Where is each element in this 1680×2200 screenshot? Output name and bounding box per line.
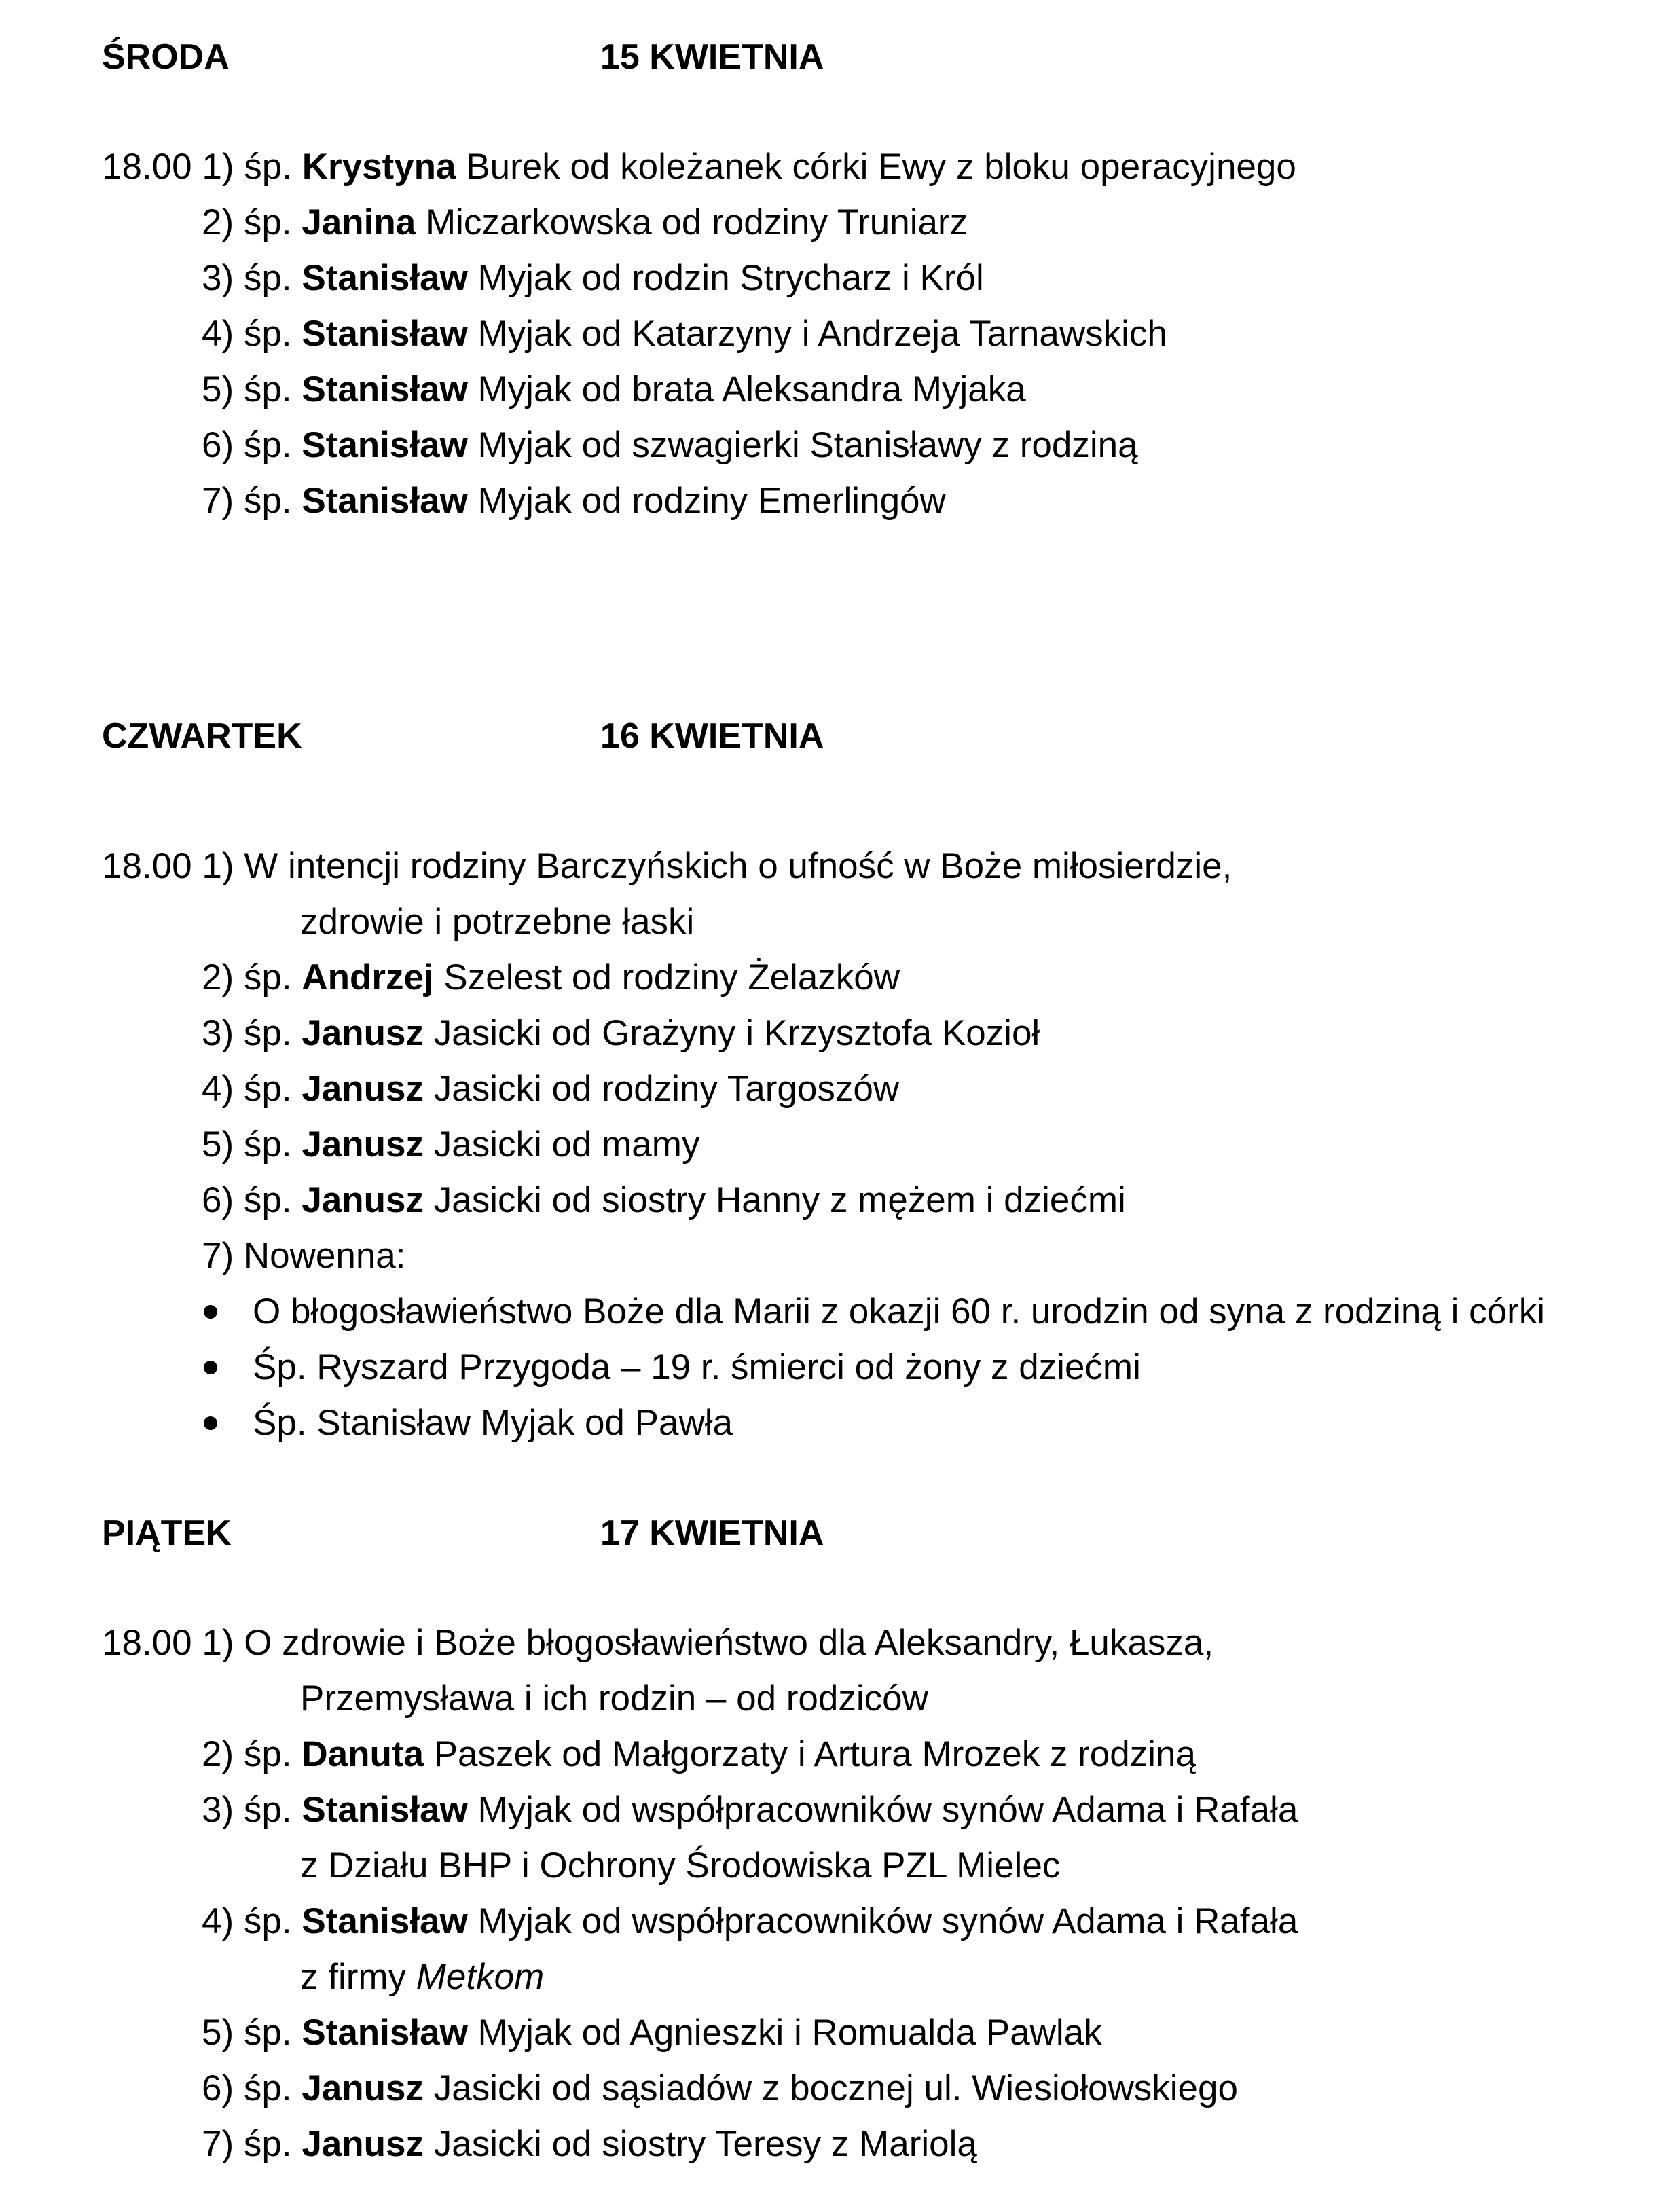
entry-number: 4) <box>202 1069 234 1109</box>
entry-text: Jasicki od siostry Hanny z mężem i dziećmi <box>433 1180 1126 1220</box>
entry-prefix: śp. <box>243 314 292 354</box>
entry-text: Myjak od Katarzyny i Andrzeja Tarnawskich <box>477 314 1167 354</box>
mass-entry <box>102 845 1232 888</box>
day-name: PIĄTEK <box>102 1514 232 1553</box>
entry-name: Krystyna <box>302 147 456 187</box>
entry-text: Myjak od rodzin Strycharz i Król <box>477 258 984 298</box>
entry-text: Myjak od współpracowników synów Adama i Rafała <box>477 1901 1298 1941</box>
entry-name: Stanisław <box>302 1901 468 1941</box>
entry-name: Janusz <box>302 1013 424 1053</box>
entry-number: 5) <box>202 369 234 409</box>
entry-prefix: śp. <box>243 1124 292 1165</box>
entry-number: 5) <box>202 2013 234 2053</box>
entry-text: Szelest od rodziny Żelazków <box>443 957 900 997</box>
novena-item: O błogosławieństwo Boże dla Marii z okazji 60 r. urodzin od syna z rodziną i córki <box>253 1291 1546 1332</box>
entry-number: 4) <box>202 1901 234 1941</box>
entry-name: Janusz <box>302 2068 424 2108</box>
entry-prefix: śp. <box>244 147 292 187</box>
entry-text: Myjak od rodziny Emerlingów <box>477 481 946 521</box>
entry-number: 6) <box>202 1180 234 1220</box>
entry-prefix: śp. <box>243 2013 292 2053</box>
day-name: CZWARTEK <box>102 716 302 756</box>
entry-name: Stanisław <box>302 314 468 354</box>
mass-time: 18.00 <box>102 846 192 886</box>
entry-name: Stanisław <box>302 1790 468 1830</box>
entry-number: 4) <box>202 314 234 354</box>
mass-time: 18.00 <box>102 147 192 187</box>
entry-number: 5) <box>202 1124 234 1165</box>
entry-text: Jasicki od siostry Teresy z Mariolą <box>433 2124 977 2164</box>
entry-text: Jasicki od mamy <box>433 1124 700 1165</box>
entry-text: Jasicki od rodziny Targoszów <box>433 1069 900 1109</box>
entry-prefix: śp. <box>243 1013 292 1053</box>
entry-prefix: śp. <box>243 481 292 521</box>
mass-entry <box>202 1123 699 1167</box>
entry-prefix: śp. <box>243 258 292 298</box>
entry-text: Myjak od szwagierki Stanisławy z rodziną <box>477 425 1138 465</box>
mass-entry <box>202 1733 1196 1776</box>
mass-entry <box>202 1067 899 1111</box>
entry-name: Stanisław <box>302 369 468 409</box>
day-date: 15 KWIETNIA <box>600 37 824 77</box>
mass-entry <box>202 201 968 244</box>
entry-continuation: Przemysława i ich rodzin – od rodziców <box>300 1679 928 1719</box>
entry-text: Jasicki od Grażyny i Krzysztofa Kozioł <box>433 1013 1040 1053</box>
mass-time: 18.00 <box>102 1623 192 1663</box>
day-name: ŚRODA <box>102 37 230 77</box>
entry-prefix: śp. <box>243 1901 292 1941</box>
entry-number: 3) <box>202 1013 234 1053</box>
day-date: 17 KWIETNIA <box>600 1514 824 1553</box>
bullet-icon <box>204 1305 217 1319</box>
bullet-icon <box>204 1416 217 1430</box>
entry-text: Miczarkowska od rodziny Truniarz <box>425 202 968 242</box>
entry-prefix: śp. <box>243 2124 292 2164</box>
entry-text: Myjak od współpracowników synów Adama i Rafała <box>477 1790 1298 1830</box>
mass-entry <box>202 312 1167 356</box>
entry-text: Jasicki od sąsiadów z bocznej ul. Wiesiołowskiego <box>433 2068 1238 2108</box>
entry-prefix: śp. <box>243 202 292 242</box>
mass-entry <box>202 1179 1126 1222</box>
entry-number: 1) <box>202 846 234 886</box>
entry-name: Stanisław <box>302 481 468 521</box>
entry-name: Stanisław <box>302 425 468 465</box>
entry-text: O zdrowie i Boże błogosławieństwo dla Aleksandry, Łukasza, <box>244 1623 1214 1663</box>
entry-name: Andrzej <box>302 957 434 997</box>
entry-text: Myjak od brata Aleksandra Myjaka <box>477 369 1026 409</box>
mass-entry <box>202 368 1026 411</box>
entry-number: 1) <box>202 147 234 187</box>
mass-entry <box>202 1900 1298 1943</box>
entry-name: Danuta <box>302 1734 424 1774</box>
novena-item: Śp. Ryszard Przygoda – 19 r. śmierci od żony z dziećmi <box>253 1347 1141 1387</box>
day-date: 16 KWIETNIA <box>600 716 824 756</box>
novena-label: 7) Nowenna: <box>202 1236 406 1276</box>
entry-prefix: śp. <box>243 425 292 465</box>
entry-text: Myjak od Agnieszki i Romualda Pawlak <box>477 2013 1102 2053</box>
entry-name: Stanisław <box>302 258 468 298</box>
entry-prefix: śp. <box>243 369 292 409</box>
entry-continuation: zdrowie i potrzebne łaski <box>300 902 695 942</box>
entry-continuation <box>300 1956 544 1999</box>
entry-name: Janusz <box>302 2124 424 2164</box>
entry-number: 7) <box>202 481 234 521</box>
entry-text: Paszek od Małgorzaty i Artura Mrozek z rodziną <box>433 1734 1196 1774</box>
entry-prefix: śp. <box>243 957 292 997</box>
entry-prefix: śp. <box>243 1180 292 1220</box>
entry-number: 2) <box>202 957 234 997</box>
entry-name: Janusz <box>302 1180 424 1220</box>
mass-entry <box>202 2123 977 2166</box>
entry-number: 3) <box>202 1790 234 1830</box>
mass-entry <box>202 1012 1040 1055</box>
entry-number: 7) <box>202 2124 234 2164</box>
entry-name: Janusz <box>302 1069 424 1109</box>
mass-entry <box>202 257 984 300</box>
entry-number: 2) <box>202 1734 234 1774</box>
entry-number: 1) <box>202 1623 234 1663</box>
entry-text: Burek od koleżanek córki Ewy z bloku operacyjnego <box>466 147 1296 187</box>
entry-text: z firmy <box>300 1957 407 1997</box>
bullet-icon <box>204 1361 217 1374</box>
entry-number: 6) <box>202 2068 234 2108</box>
entry-number: 2) <box>202 202 234 242</box>
mass-entry <box>202 956 900 1000</box>
mass-entry <box>202 2011 1102 2055</box>
mass-entry <box>202 2067 1238 2110</box>
mass-entry <box>202 479 946 523</box>
entry-text: W intencji rodziny Barczyńskich o ufność w Boże miłosierdzie, <box>244 846 1232 886</box>
entry-prefix: śp. <box>243 1734 292 1774</box>
mass-entry <box>202 1789 1298 1832</box>
entry-number: 3) <box>202 258 234 298</box>
mass-entry <box>202 424 1138 467</box>
entry-prefix: śp. <box>243 2068 292 2108</box>
entry-name: Janusz <box>302 1124 424 1165</box>
entry-name: Stanisław <box>302 2013 468 2053</box>
entry-prefix: śp. <box>243 1790 292 1830</box>
entry-prefix: śp. <box>243 1069 292 1109</box>
company-name: Metkom <box>416 1957 545 1997</box>
entry-name: Janina <box>302 202 416 242</box>
entry-number: 6) <box>202 425 234 465</box>
novena-item: Śp. Stanisław Myjak od Pawła <box>253 1403 733 1443</box>
mass-entry <box>102 145 1296 189</box>
entry-continuation: z Działu BHP i Ochrony Środowiska PZL Mielec <box>300 1846 1061 1886</box>
mass-entry <box>102 1621 1213 1665</box>
